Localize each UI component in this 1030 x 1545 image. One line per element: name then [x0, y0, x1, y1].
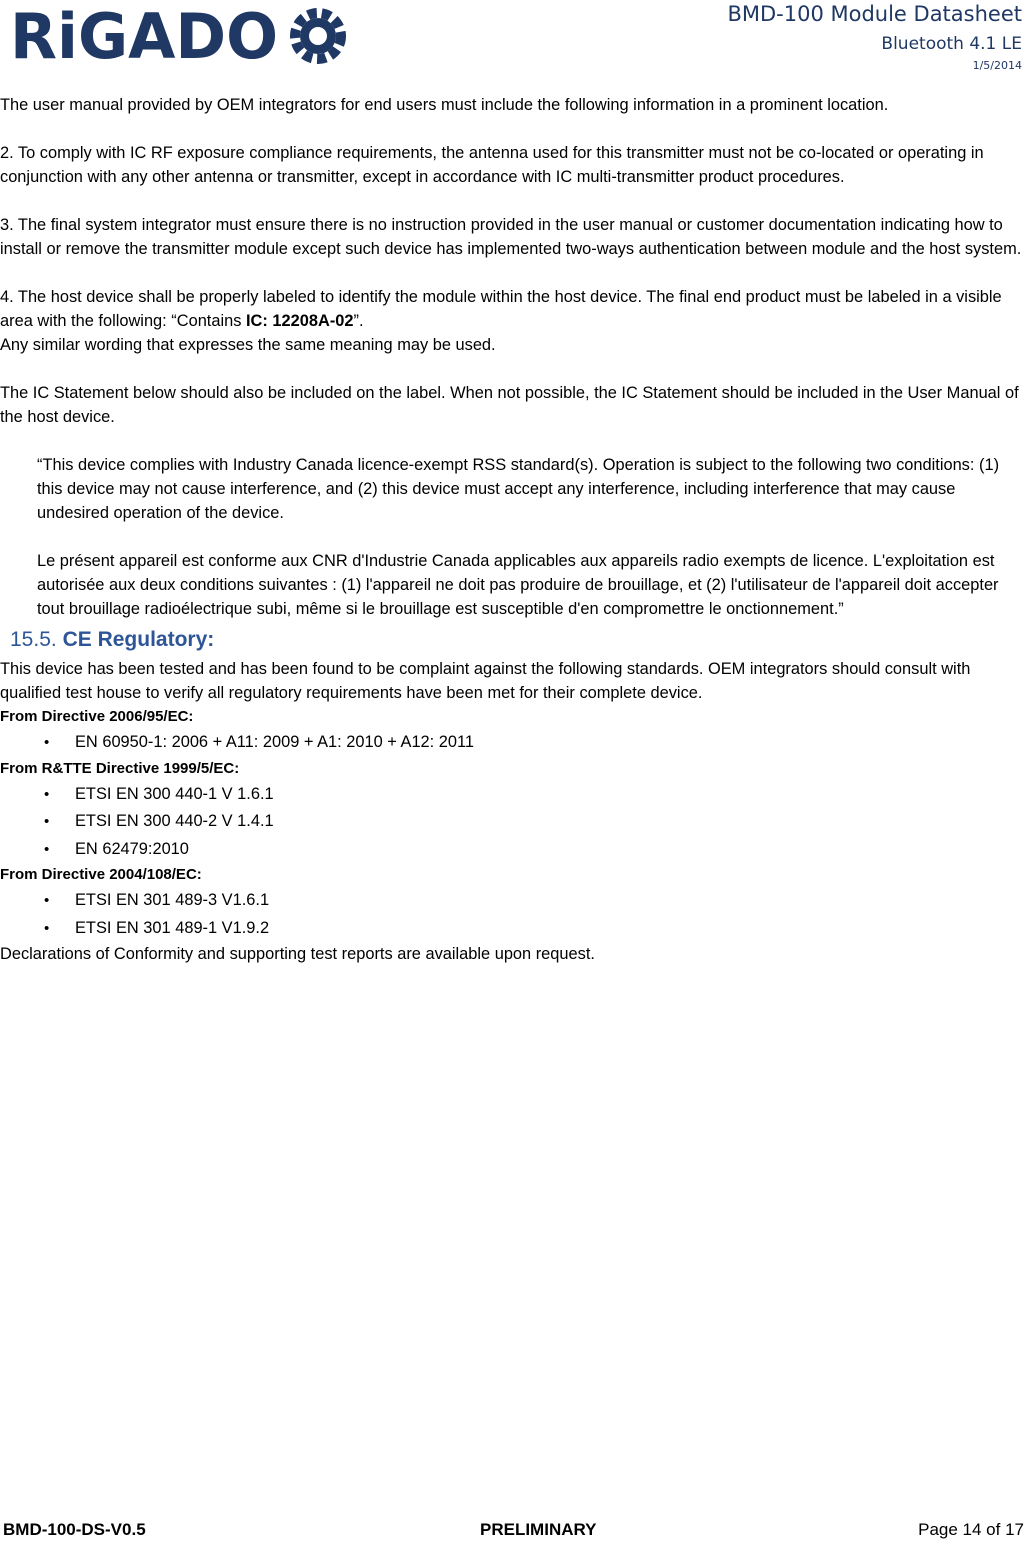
standard-item: • ETSI EN 300 440-1 V 1.6.1 [0, 781, 1025, 809]
footer-doc-id: BMD-100-DS-V0.5 [3, 1520, 146, 1539]
rigado-logo [8, 2, 358, 68]
standard-item: • ETSI EN 301 489-1 V1.9.2 [0, 915, 1025, 943]
standards-list [0, 887, 1025, 942]
item-4-text-end: ”. [353, 312, 364, 330]
closing-paragraph: Declarations of Conformity and supporting test reports are available upon request. [0, 945, 595, 963]
footer-status: PRELIMINARY [480, 1520, 597, 1539]
standard-item: • ETSI EN 300 440-2 V 1.4.1 [0, 808, 1025, 836]
directive-title: From Directive 2004/108/EC: [0, 866, 202, 883]
ce-intro-paragraph: This device has been tested and has been found to be complaint against the following standards. OEM integrators should consult with qualified test house to verify all regulatory requirements have been met for their complete device. [0, 660, 971, 702]
directive-title: From Directive 2006/95/EC: [0, 708, 194, 725]
standards-list [0, 729, 1025, 757]
quote-french: Le présent appareil est conforme aux CNR d'Industrie Canada applicables aux appareils radio exempts de licence. L'exploitation est autorisée aux deux conditions suivantes : (1) l'appareil ne doit pas produire de brouillage, et (2) l'utilisateur de l'appareil doit accepter tout brouillage radioélectrique subi, même si le brouillage est susceptible d'en compromettre le onctionnement.” [37, 552, 999, 618]
document-title: BMD-100 Module Datasheet [727, 2, 1022, 26]
section-heading [10, 625, 1025, 655]
document-subtitle: Bluetooth 4.1 LE [881, 34, 1022, 54]
section-title: CE Regulatory: [62, 628, 215, 651]
gear-icon [295, 13, 341, 59]
item-4-note: Any similar wording that expresses the same meaning may be used. [0, 336, 496, 354]
quote-english: “This device complies with Industry Canada licence-exempt RSS standard(s). Operation is subject to the following two conditions: (1) this device may not cause interference, and (2) this device must accept any interference, including interference that may cause undesired operation of the device. [37, 456, 1000, 522]
section-number: 15.5. [10, 628, 57, 651]
ic-number: IC: 12208A-02 [246, 312, 354, 330]
item-2-paragraph: 2. To comply with IC RF exposure compliance requirements, the antenna used for this transmitter must not be co-located or operating in conjunction with any other antenna or transmitter, except in accordance with IC multi-transmitter product procedures. [0, 144, 984, 186]
document-body [0, 93, 1025, 966]
standard-item: • EN 62479:2010 [0, 836, 1025, 864]
standards-list [0, 781, 1025, 864]
item-4-text: 4. The host device shall be properly labeled to identify the module within the host device. The final end product must be labeled in a visible area with the following: “Contains [0, 288, 1002, 330]
standard-item: • ETSI EN 301 489-3 V1.6.1 [0, 887, 1025, 915]
intro-paragraph: The user manual provided by OEM integrators for end users must include the following information in a prominent location. [0, 96, 889, 114]
item-3-paragraph: 3. The final system integrator must ensure there is no instruction provided in the user manual or customer documentation indicating how to install or remove the transmitter module except such device has implemented two-ways authentication between module and the host system. [0, 216, 1022, 258]
item-4-paragraph [0, 285, 1025, 333]
logo-wordmark: RiGADO [10, 2, 278, 68]
document-date: 1/5/2014 [972, 59, 1022, 72]
directive-title: From R&TTE Directive 1999/5/EC: [0, 759, 240, 777]
ic-statement-paragraph: The IC Statement below should also be included on the label. When not possible, the IC Statement should be included in the User Manual of the host device. [0, 384, 1019, 426]
standard-item: • EN 60950-1: 2006 + A11: 2009 + A1: 2010 + A12: 2011 [0, 729, 1025, 757]
footer-page-number: Page 14 of 17 [918, 1520, 1024, 1539]
